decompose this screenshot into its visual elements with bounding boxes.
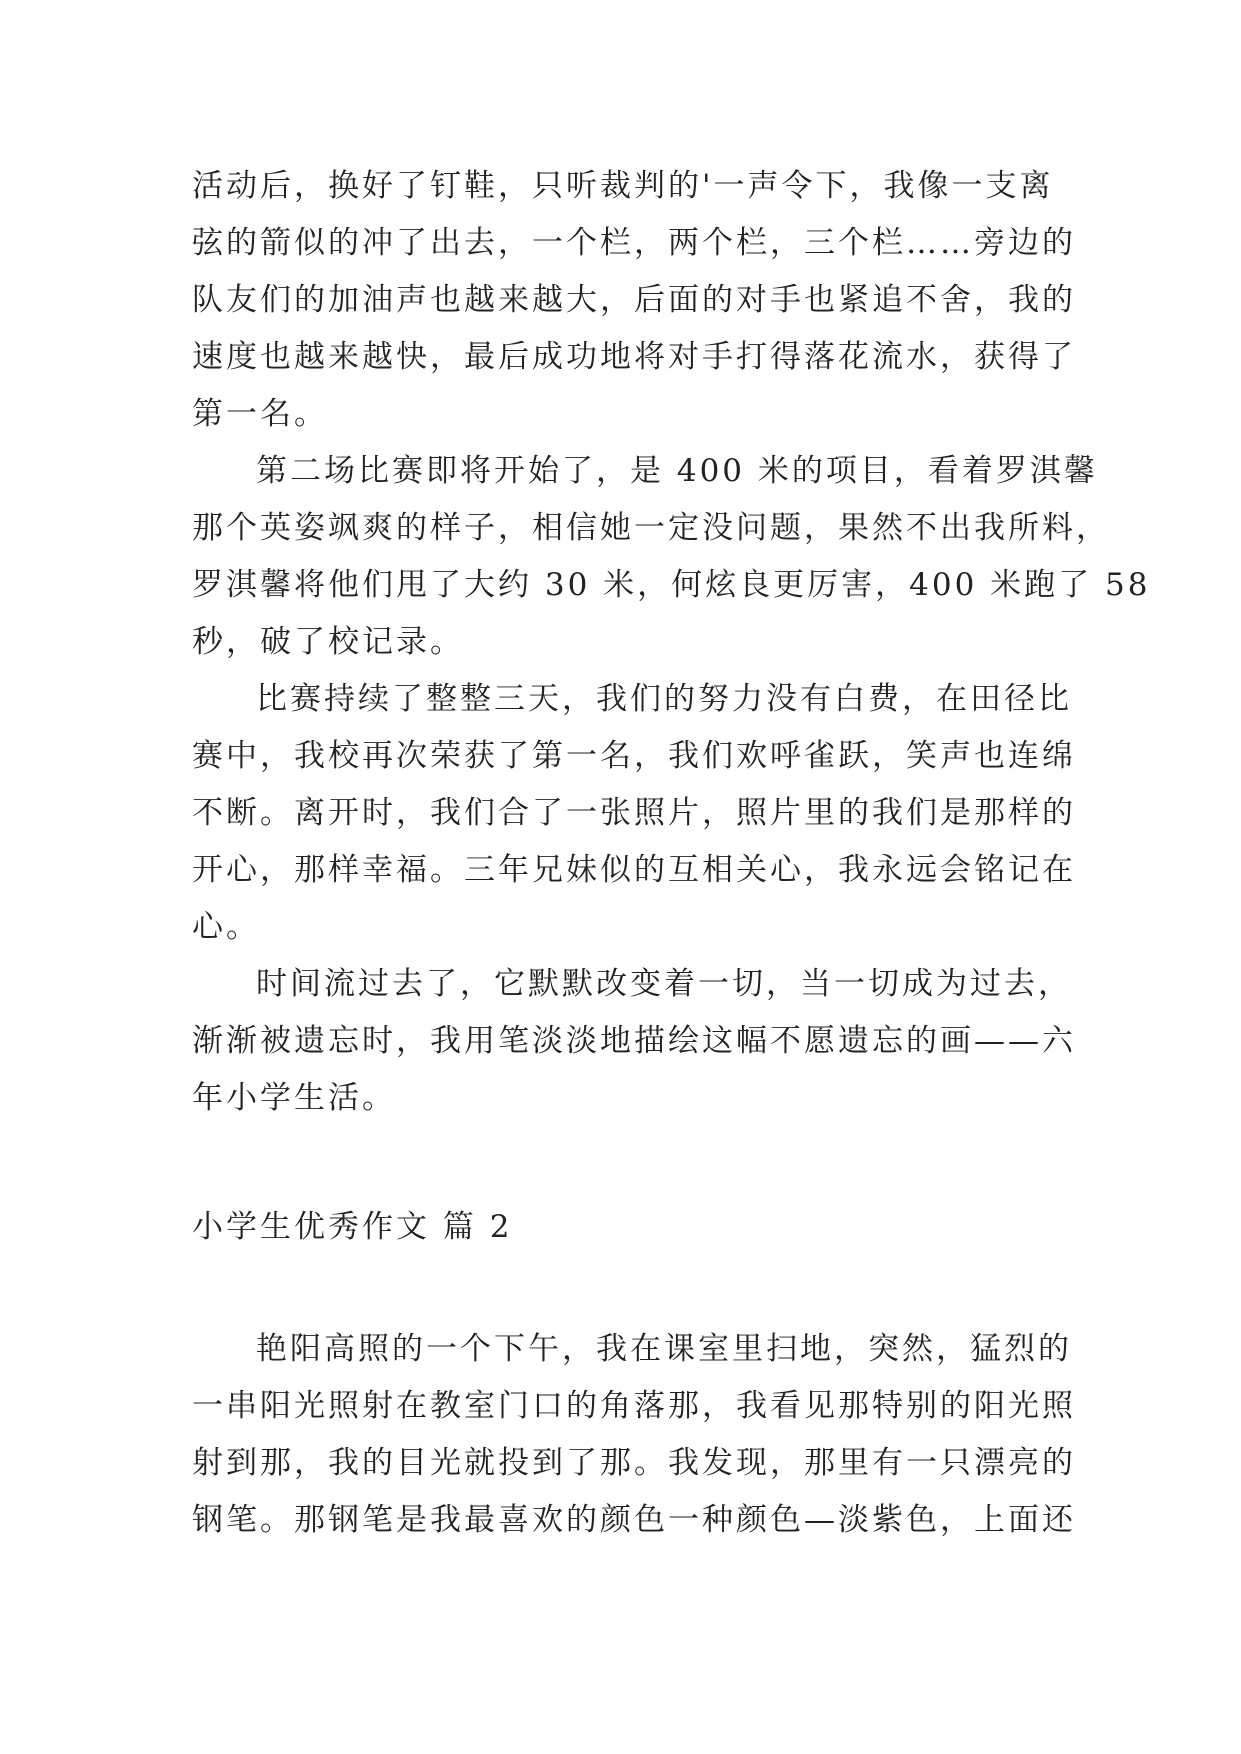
paragraph-2-line-2: 那个英姿飒爽的样子，相信她一定没问题，果然不出我所料， xyxy=(192,510,1110,546)
paragraph-2-line-1: 第二场比赛即将开始了，是 400 米的项目，看着罗淇馨 xyxy=(256,453,1098,489)
section-heading: 小学生优秀作文 篇 2 xyxy=(192,1209,513,1245)
paragraph-2-line-3: 罗淇馨将他们甩了大约 30 米，何炫良更厉害，400 米跑了 58 xyxy=(192,567,1151,603)
paragraph-3-line-5: 心。 xyxy=(192,909,260,945)
paragraph-3-line-3: 不断。离开时，我们合了一张照片，照片里的我们是那样的 xyxy=(192,795,1076,831)
paragraph-1-line-4: 速度也越来越快，最后成功地将对手打得落花流水，获得了 xyxy=(192,339,1076,375)
paragraph-3-line-4: 开心，那样幸福。三年兄妹似的互相关心，我永远会铭记在 xyxy=(192,852,1076,888)
paragraph-3-line-2: 赛中，我校再次荣获了第一名，我们欢呼雀跃，笑声也连绵 xyxy=(192,738,1076,774)
paragraph-2-line-4: 秒，破了校记录。 xyxy=(192,624,464,660)
paragraph-4-line-1: 时间流过去了，它默默改变着一切，当一切成为过去， xyxy=(256,966,1072,1002)
paragraph-3-line-1: 比赛持续了整整三天，我们的努力没有白费，在田径比 xyxy=(256,681,1072,717)
paragraph-5-line-3: 射到那，我的目光就投到了那。我发现，那里有一只漂亮的 xyxy=(192,1445,1076,1481)
paragraph-5-line-4: 钢笔。那钢笔是我最喜欢的颜色一种颜色—淡紫色，上面还 xyxy=(192,1502,1076,1538)
paragraph-4-line-3: 年小学生活。 xyxy=(192,1080,396,1116)
paragraph-5-line-2: 一串阳光照射在教室门口的角落那，我看见那特别的阳光照 xyxy=(192,1388,1076,1424)
paragraph-1-line-5: 第一名。 xyxy=(192,396,328,432)
paragraph-1-line-3: 队友们的加油声也越来越大，后面的对手也紧追不舍，我的 xyxy=(192,282,1076,318)
paragraph-1-line-1: 活动后，换好了钉鞋，只听裁判的'一声令下，我像一支离 xyxy=(192,168,1054,204)
paragraph-1-line-2: 弦的箭似的冲了出去，一个栏，两个栏，三个栏……旁边的 xyxy=(192,225,1076,261)
paragraph-5-line-1: 艳阳高照的一个下午，我在课室里扫地，突然，猛烈的 xyxy=(256,1331,1072,1367)
paragraph-4-line-2: 渐渐被遗忘时，我用笔淡淡地描绘这幅不愿遗忘的画——六 xyxy=(192,1023,1076,1059)
